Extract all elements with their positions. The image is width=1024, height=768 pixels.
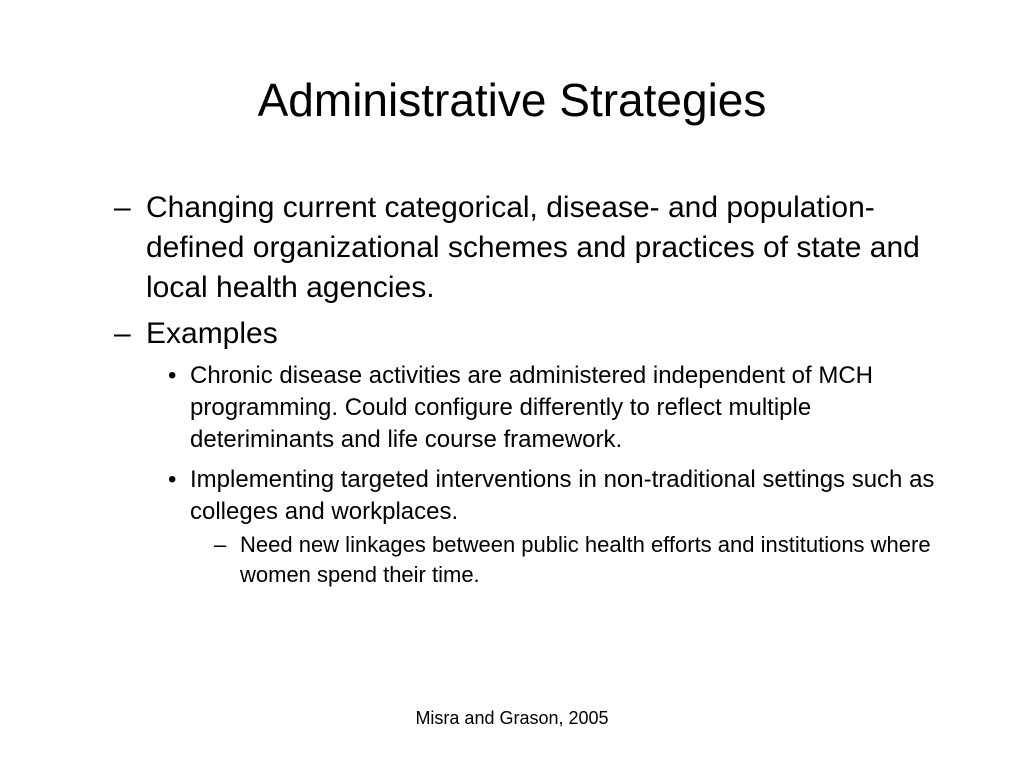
bullet-text: Examples bbox=[146, 317, 278, 350]
slide-footer-citation: Misra and Grason, 2005 bbox=[415, 708, 609, 728]
bullet-level1-examples bbox=[110, 314, 940, 354]
slide-title: Administrative Strategies bbox=[257, 74, 767, 126]
dash-marker: – bbox=[214, 532, 227, 557]
dash-marker: – bbox=[114, 317, 131, 350]
bullet-level3-linkages bbox=[110, 530, 940, 590]
bullet-dot-marker: • bbox=[168, 466, 177, 493]
bullet-text: Changing current categorical, disease- and population-defined organizational schemes and practices of state and local health agencies. bbox=[146, 191, 920, 304]
bullet-level1-changing bbox=[110, 188, 940, 308]
bullet-level2-chronic-disease bbox=[110, 360, 940, 456]
bullet-dot-marker: • bbox=[168, 362, 177, 389]
dash-marker: – bbox=[114, 191, 131, 224]
slide-body bbox=[110, 188, 940, 590]
bullet-text: Need new linkages between public health efforts and institutions where women spend their time. bbox=[240, 532, 931, 587]
bullet-text: Chronic disease activities are administered independent of MCH programming. Could configure differently to reflect multiple deteriminants and life course framework. bbox=[190, 362, 874, 453]
bullet-text: Implementing targeted interventions in non-traditional settings such as colleges and workplaces. bbox=[190, 466, 935, 525]
bullet-level2-implementing bbox=[110, 464, 940, 528]
